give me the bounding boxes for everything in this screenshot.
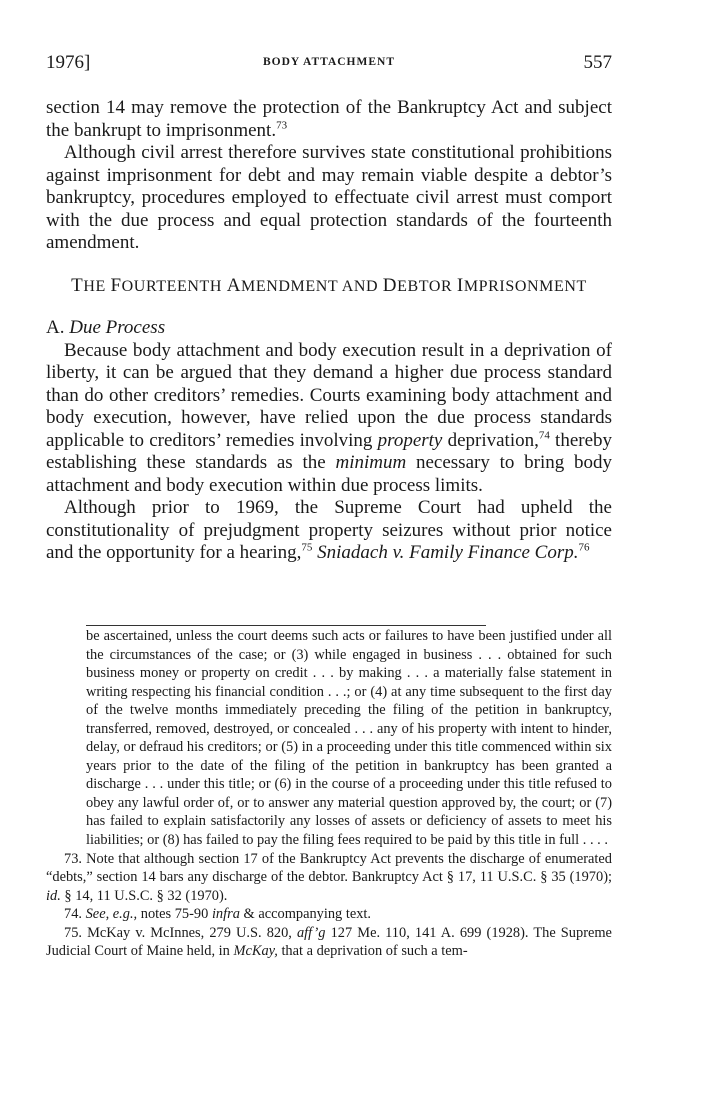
- footnote-75: 75. McKay v. McInnes, 279 U.S. 820, aff’g 127 Me. 110, 141 A. 699 (1928). The Supreme Judicial Court of Maine held, in McKay, that a deprivation of such a tem-: [46, 924, 612, 960]
- page-number: 557: [583, 52, 612, 73]
- volume-year: 1976]: [46, 52, 91, 73]
- footnote-ref-76: 76: [578, 541, 590, 554]
- footnote-ref-74: 74: [538, 429, 550, 442]
- footnote-ref-73: 73: [276, 119, 288, 132]
- footnote-divider: [86, 625, 486, 626]
- main-text: [46, 97, 612, 565]
- paragraph-4: Although prior to 1969, the Supreme Court had upheld the constitutionality of prejudgment property seizures without prior notice and the opportunity for a hearing,$^{75}$ Sniadach v. Family Finance Corp.$^{76}$: [46, 497, 612, 563]
- paragraph-1: section 14 may remove the protection of the Bankruptcy Act and subject the bankrupt to imprisonment.$^{73}$: [46, 97, 612, 141]
- footnote-74: 74. See, e.g., notes 75-90 infra & accompanying text.: [64, 906, 372, 923]
- section-heading: THE FOURTEENTH AMENDMENT AND DEBTOR IMPRISONMENT: [71, 274, 587, 296]
- paragraph-2: Although civil arrest therefore survives state constitutional prohibitions against imprisonment for debt and may remain viable despite a debtor’s bankruptcy, procedures employed to effectuate civil arrest must comport with the due process and equal protection standards of the fourteenth amendment.: [46, 142, 612, 253]
- footnotes: [46, 627, 612, 961]
- running-title: BODY ATTACHMENT: [262, 56, 396, 68]
- footnote-ref-75: 75: [301, 541, 313, 554]
- running-header: [46, 52, 612, 78]
- footnote-73: 73. Note that although section 17 of the Bankruptcy Act prevents the discharge of enumerated “debts,” section 14 bars any discharge of the debtor. Bankruptcy Act § 17, 11 U.S.C. § 35 (1970); id. § 14, 11 U.S.C. § 32 (1970).: [46, 850, 612, 904]
- subsection-heading: A. Due Process: [46, 317, 166, 338]
- footnote-quotation: be ascertained, unless the court deems such acts or failures to have been justified under all the circumstances of the case; or (3) while engaged in business . . . obtained for such business money or property on credit . . . by making . . . a materially false statement in writing respecting his financial condition . . .; or (4) at any time subsequent to the first day of the twelve months immediately preceding the filing of the petition in bankruptcy, transferred, removed, destroyed, or concealed . . . any of his property with intent to hinder, delay, or defraud his creditors; or (5) in a proceeding under this title commenced within six years prior to the date of the filing of the petition in bankruptcy has been granted a discharge . . . under this title; or (6) in the course of a proceeding under this title refused to obey any lawful order of, or to answer any material question approved by, the court; or (7) has failed to explain satisfactorily any losses of assets or deficiency of assets to meet his liabilities; or (8) has failed to pay the filing fees required to be paid by this title in full . . . .: [86, 628, 612, 849]
- paragraph-3: Because body attachment and body execution result in a deprivation of liberty, it can be argued that they demand a higher due process standard than do other creditors’ remedies. Courts examining body attachment and body execution, however, have relied upon the due process standards applicable to creditors’ remedies involving property deprivation,$^{74}$ thereby establishing these standards as the minimum necessary to bring body attachment and body execution within due process limits.: [46, 339, 613, 496]
